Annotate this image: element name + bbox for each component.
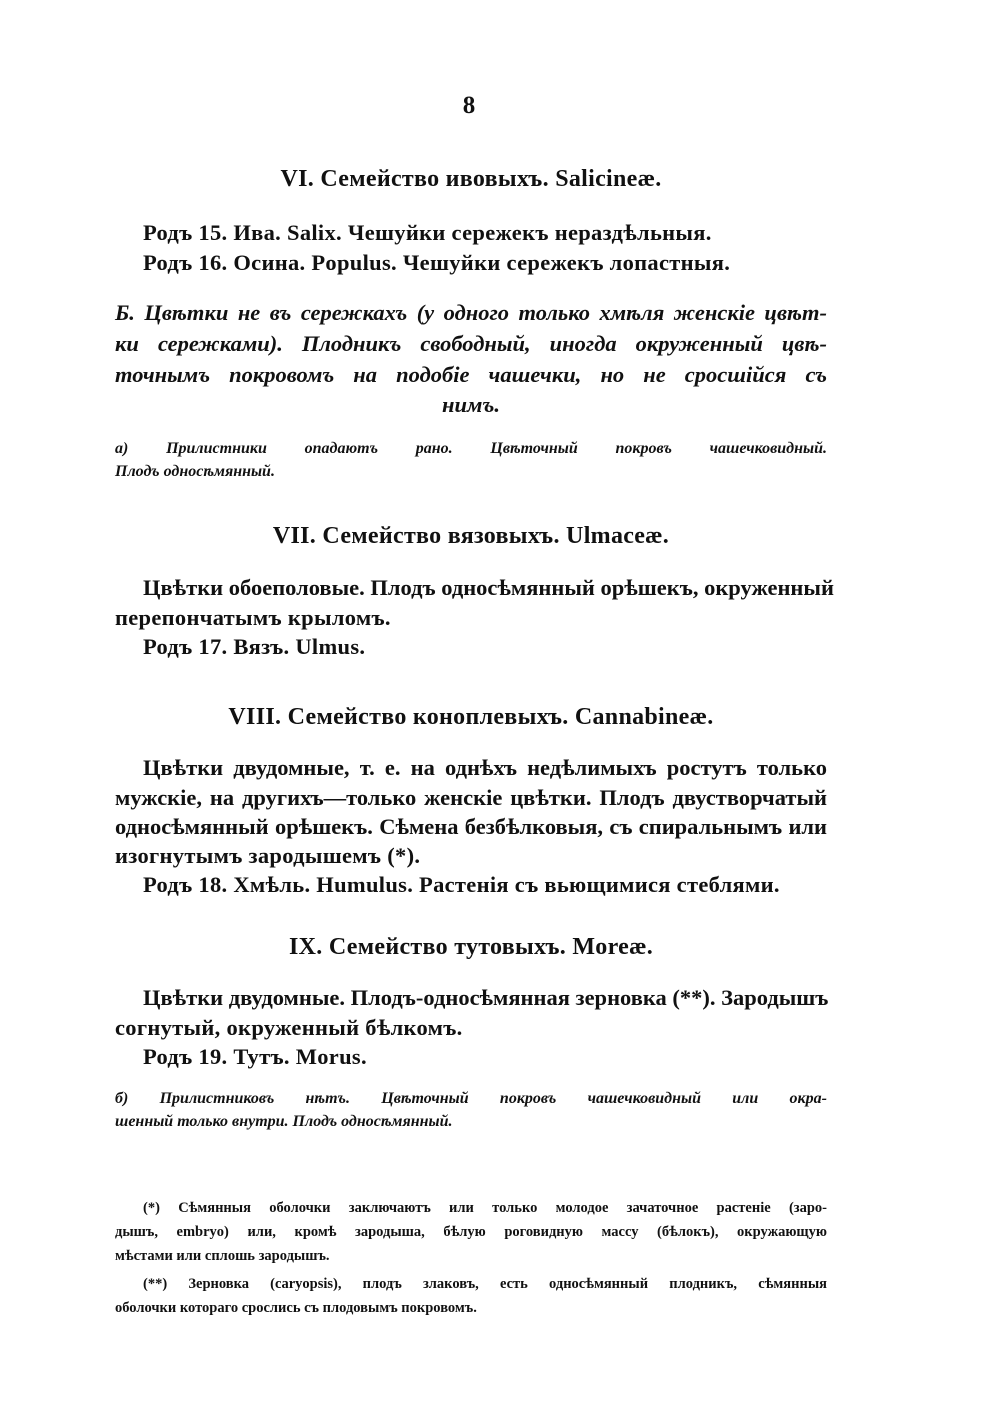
cannabineae-line-1: Цвѣтки двудомные, т. е. на однѣхъ недѣлимыхъ ростутъ только	[143, 755, 827, 780]
note-b-line-2: шенный только внутри. Плодъ односѣмянный.	[115, 1113, 453, 1130]
cannabineae-line-4: изогнутымъ зародышемъ (*).	[115, 843, 421, 868]
moreae-line-1: Цвѣтки двудомные. Плодъ-односѣмянная зерновка (**). Зародышъ	[143, 985, 829, 1010]
footnote-2-line-1: (**) Зерновка (caryopsis), плодъ злаковъ, есть односѣмянный плодникъ, сѣмянныя	[143, 1276, 827, 1292]
note-a-line-1: а) Прилистники опадаютъ рано. Цвѣточный покровъ чашечковидный.	[115, 440, 827, 457]
footnote-1-line-2: дышъ, embryo) или, кромѣ зародыша, бѣлую роговидную массу (бѣлокъ), окружающую	[115, 1224, 827, 1240]
family-heading-ulmaceae: VII. Семейство вязовыхъ. Ulmaceæ.	[272, 523, 670, 549]
section-b-line-4: нимъ.	[442, 392, 500, 417]
family-heading-moreae: IX. Семейство тутовыхъ. Moreæ.	[289, 934, 653, 960]
page-number: 8	[462, 92, 476, 119]
footnote-1-line-3: мѣстами или сплошь зародышъ.	[115, 1248, 330, 1264]
ulmaceae-line-2: перепончатымъ крыломъ.	[115, 605, 391, 630]
genus-line-16: Родъ 16. Осина. Populus. Чешуйки сережекъ лопастныя.	[143, 250, 731, 275]
genus-line-15: Родъ 15. Ива. Salix. Чешуйки сережекъ нераздѣльныя.	[143, 220, 712, 245]
section-b-line-1: Б. Цвѣтки не въ сережкахъ (у одного только хмѣля женскіе цвѣт-	[115, 300, 827, 325]
footnote-2-line-2: оболочки котораго срослись съ плодовымъ покровомъ.	[115, 1300, 477, 1316]
cannabineae-line-3: односѣмянный орѣшекъ. Сѣмена безбѣлковыя, съ спиральнымъ или	[115, 814, 827, 839]
footnote-1-line-1: (*) Сѣмянныя оболочки заключаютъ или только молодое зачаточное растеніе (заро-	[143, 1200, 827, 1216]
family-heading-cannabineae: VIII. Семейство коноплевыхъ. Cannabineæ.	[228, 704, 714, 730]
moreae-line-2: согнутый, окруженный бѣлкомъ.	[115, 1015, 463, 1040]
genus-line-19: Родъ 19. Тутъ. Morus.	[143, 1044, 367, 1069]
genus-line-17: Родъ 17. Вязъ. Ulmus.	[143, 634, 366, 659]
genus-line-18: Родъ 18. Хмѣль. Humulus. Растенія съ вьющимися стеблями.	[143, 872, 780, 897]
section-b-line-2: ки сережками). Плодникъ свободный, иногда окруженный цвѣ-	[115, 331, 827, 356]
note-b-line-1: б) Прилистниковъ нѣтъ. Цвѣточный покровъ чашечковидный или окра-	[115, 1090, 827, 1107]
family-heading-salicineae: VI. Семейство ивовыхъ. Salicineæ.	[280, 166, 662, 192]
cannabineae-line-2: мужскіе, на другихъ—только женскіе цвѣтки. Плодъ двустворчатый	[115, 785, 827, 810]
section-b-line-3: точнымъ покровомъ на подобіе чашечки, но не сросшійся съ	[115, 362, 827, 387]
note-a-line-2: Плодъ односѣмянный.	[115, 463, 275, 480]
ulmaceae-line-1: Цвѣтки обоеполовые. Плодъ односѣмянный орѣшекъ, окруженный	[143, 575, 834, 600]
